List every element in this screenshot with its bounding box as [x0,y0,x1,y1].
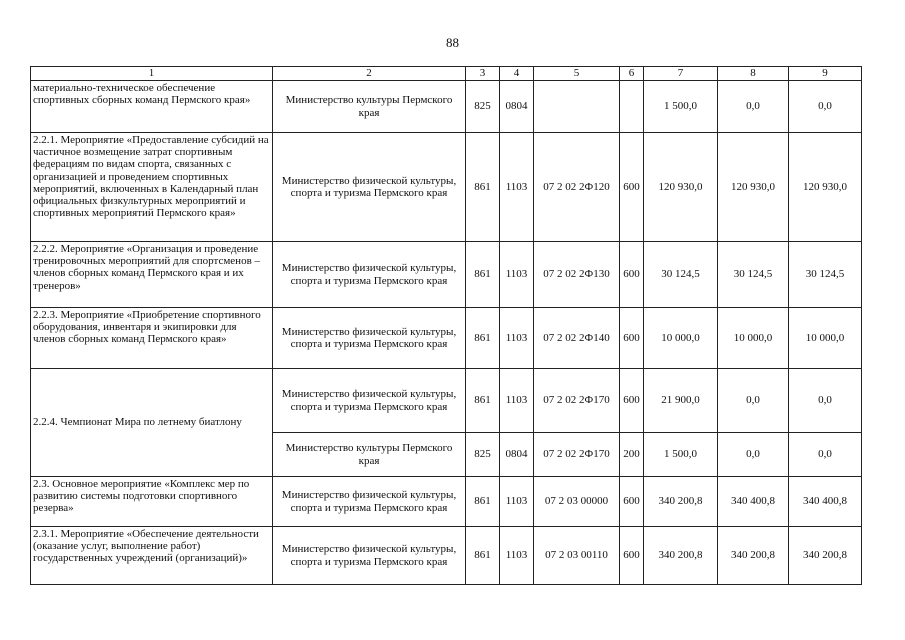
event-name: 2.2.4. Чемпионат Мира по летнему биатлону [31,369,273,477]
admin-code: 861 [466,369,500,433]
agency-name: Министерство физической культуры, спорта и туризма Пермского края [273,369,466,433]
page-number: 88 [446,35,459,50]
section-code: 1103 [500,242,534,308]
admin-code: 861 [466,133,500,242]
event-name: 2.3.1. Мероприятие «Обеспечение деятельности (оказание услуг, выполнение работ) государственных учреждений (организаций)» [31,527,273,585]
table-row [31,81,862,133]
event-name: 2.2.1. Мероприятие «Предоставление субсидий на частичное возмещение затрат спортивным федерациям по видам спорта, связанных с организацией и проведением спортивных мероприятий, включенных в Календарный план официальных физкультурных мероприятий и спортивных мероприятий Пермского края» [31,133,273,242]
table-row [31,527,862,585]
section-code: 0804 [500,433,534,477]
header-row [31,67,862,81]
amount-col9: 0,0 [789,433,862,477]
agency-name: Министерство физической культуры, спорта и туризма Пермского края [273,242,466,308]
admin-code: 861 [466,527,500,585]
target-article [534,81,620,133]
table-row [31,308,862,369]
col-header-6: 6 [620,67,644,81]
table-row [31,133,862,242]
event-name: 2.3. Основное мероприятие «Комплекс мер по развитию системы подготовки спортивного резерва» [31,477,273,527]
expense-type: 600 [620,477,644,527]
target-article: 07 2 03 00110 [534,527,620,585]
amount-col7: 1 500,0 [644,433,718,477]
amount-col9: 0,0 [789,369,862,433]
admin-code: 825 [466,433,500,477]
target-article: 07 2 02 2Ф170 [534,369,620,433]
budget-table [30,66,862,585]
event-name: материально-техническое обеспечение спортивных сборных команд Пермского края» [31,81,273,133]
amount-col7: 30 124,5 [644,242,718,308]
section-code: 1103 [500,477,534,527]
admin-code: 861 [466,308,500,369]
target-article: 07 2 02 2Ф170 [534,433,620,477]
expense-type [620,81,644,133]
agency-name: Министерство физической культуры, спорта и туризма Пермского края [273,308,466,369]
target-article: 07 2 03 00000 [534,477,620,527]
expense-type: 600 [620,308,644,369]
amount-col7: 340 200,8 [644,477,718,527]
table-row [31,477,862,527]
agency-name: Министерство физической культуры, спорта и туризма Пермского края [273,477,466,527]
admin-code: 825 [466,81,500,133]
expense-type: 600 [620,369,644,433]
amount-col7: 21 900,0 [644,369,718,433]
section-code: 0804 [500,81,534,133]
expense-type: 600 [620,133,644,242]
target-article: 07 2 02 2Ф130 [534,242,620,308]
col-header-1: 1 [31,67,273,81]
col-header-4: 4 [500,67,534,81]
section-code: 1103 [500,308,534,369]
col-header-2: 2 [273,67,466,81]
expense-type: 600 [620,242,644,308]
amount-col9: 0,0 [789,81,862,133]
amount-col8: 10 000,0 [718,308,789,369]
col-header-3: 3 [466,67,500,81]
col-header-8: 8 [718,67,789,81]
amount-col8: 0,0 [718,81,789,133]
agency-name: Министерство физической культуры, спорта и туризма Пермского края [273,527,466,585]
section-code: 1103 [500,369,534,433]
amount-col9: 340 400,8 [789,477,862,527]
event-name: 2.2.2. Мероприятие «Организация и проведение тренировочных мероприятий для спортсменов – членов сборных команд Пермского края и их тренеров» [31,242,273,308]
col-header-9: 9 [789,67,862,81]
table-row [31,369,862,433]
amount-col9: 120 930,0 [789,133,862,242]
amount-col9: 340 200,8 [789,527,862,585]
target-article: 07 2 02 2Ф120 [534,133,620,242]
amount-col8: 120 930,0 [718,133,789,242]
admin-code: 861 [466,242,500,308]
amount-col9: 30 124,5 [789,242,862,308]
agency-name: Министерство культуры Пермского края [273,433,466,477]
amount-col7: 120 930,0 [644,133,718,242]
section-code: 1103 [500,527,534,585]
col-header-7: 7 [644,67,718,81]
amount-col8: 30 124,5 [718,242,789,308]
amount-col7: 1 500,0 [644,81,718,133]
table-row [31,242,862,308]
target-article: 07 2 02 2Ф140 [534,308,620,369]
agency-name: Министерство физической культуры, спорта и туризма Пермского края [273,133,466,242]
agency-name: Министерство культуры Пермского края [273,81,466,133]
amount-col8: 340 200,8 [718,527,789,585]
expense-type: 200 [620,433,644,477]
amount-col8: 0,0 [718,369,789,433]
amount-col7: 340 200,8 [644,527,718,585]
col-header-5: 5 [534,67,620,81]
expense-type: 600 [620,527,644,585]
event-name: 2.2.3. Мероприятие «Приобретение спортивного оборудования, инвентаря и экипировки для членов сборных команд Пермского края» [31,308,273,369]
amount-col8: 0,0 [718,433,789,477]
amount-col7: 10 000,0 [644,308,718,369]
amount-col8: 340 400,8 [718,477,789,527]
amount-col9: 10 000,0 [789,308,862,369]
admin-code: 861 [466,477,500,527]
section-code: 1103 [500,133,534,242]
